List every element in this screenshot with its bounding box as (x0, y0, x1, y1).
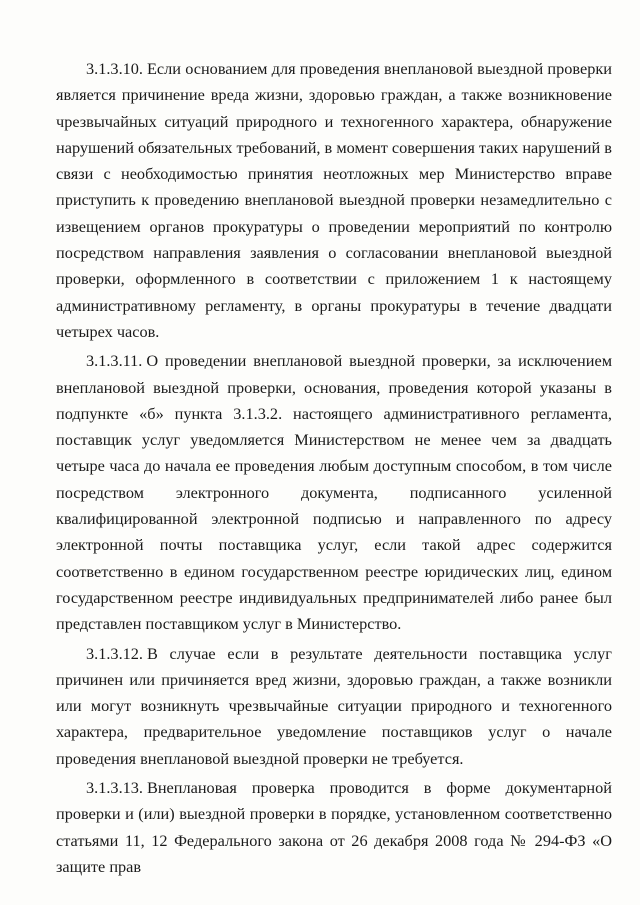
paragraph-text: О проведении внеплановой выездной проверки, за исключением внеплановой выездной проверки, основания, проведения которой указаны в подпункте «б» пункта 3.1.3.2. настоящего административного регламента, поставщик услуг уведомляется Министерством не менее чем за двадцать четыре часа до начала ее проведения любым доступным способом, в том числе посредством электронного документа, подписанного усиленной квалифицированной электронной подписью и направленного по адресу электронной почты поставщика услуг, если такой адрес содержится соответственно в едином государственном реестре юридических лиц, едином государственном реестре индивидуальных предпринимателей либо ранее был представлен поставщиком услуг в Министерство. (56, 351, 612, 634)
paragraph-number: 3.1.3.13. (86, 778, 143, 798)
paragraph-number: 3.1.3.11. (86, 351, 143, 371)
paragraph-text: Внеплановая проверка проводится в форме документарной проверки и (или) выездной проверки в порядке, установленном соответственно статьями 11, 12 Федерального закона от 26 декабря 2008 года № 294-ФЗ «О защите прав (56, 778, 612, 876)
paragraph-text: Если основанием для проведения внеплановой выездной проверки является причинение вреда жизни, здоровью граждан, а также возникновение чрезвычайных ситуаций природного и техногенного характера, обнаружение нарушений обязательных требований, в момент совершения таких нарушений в связи с необходимостью принятия неотложных мер Министерство вправе приступить к проведению внеплановой выездной проверки незамедлительно с извещением органов прокуратуры о проведении мероприятий по контролю посредством направления заявления о согласовании внеплановой выездной проверки, оформленного в соответствии с приложением 1 к настоящему административному регламенту, в органы прокуратуры в течение двадцати четырех часов. (56, 59, 612, 341)
paragraph-3-1-3-11 (56, 348, 612, 637)
paragraph-3-1-3-13 (56, 775, 612, 880)
paragraph-text: В случае если в результате деятельности поставщика услуг причинен или причиняется вред жизни, здоровью граждан, а также возникли или могут возникнуть чрезвычайные ситуации природного и техногенного характера, предварительное уведомление поставщиков услуг о начале проведения внеплановой выездной проверки не требуется. (56, 643, 612, 768)
paragraph-number: 3.1.3.12. (86, 643, 143, 663)
paragraph-number: 3.1.3.10. (86, 59, 143, 78)
paragraph-3-1-3-10 (56, 56, 612, 345)
paragraph-3-1-3-12 (56, 641, 612, 772)
